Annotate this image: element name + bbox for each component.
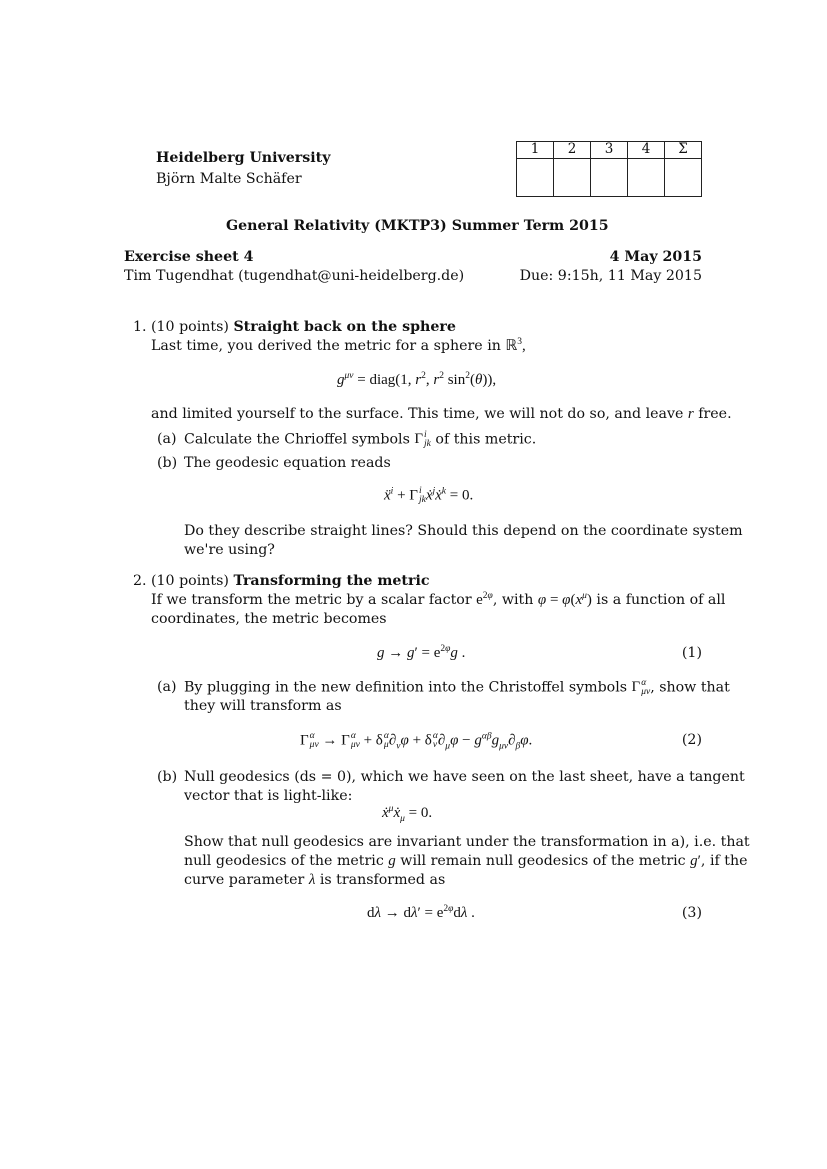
tutor-info: Tim Tugendhat (tugendhat@uni-heidelberg.de) [124,268,465,284]
problem-1b-text: The geodesic equation reads [184,455,391,471]
problem-2b-text-5: curve parameter λ is transformed as [184,872,446,888]
problem-1-heading: (10 points) Straight back on the sphere [151,319,456,335]
geodesic-equation: ẍ$^i$ + Γ i jk ẋ$^j$ẋ$^k$ = 0. [384,486,474,505]
score-cell-1 [517,159,554,197]
equation-2-number: (2) [681,732,702,748]
score-header-4: 4 [628,142,665,159]
score-header-2: 2 [554,142,591,159]
problem-1b-question: Do they describe straight lines? Should this depend on the coordinate system [184,523,743,539]
score-header-1: 1 [517,142,554,159]
problem-1-intro-2: and limited yourself to the surface. This time, we will not do so, and leave r free. [151,406,732,422]
sheet-date: 4 May 2015 [609,249,702,265]
university-name: Heidelberg University [156,150,331,166]
due-date: Due: 9:15h, 11 May 2015 [519,268,702,284]
sphere-metric-equation: $g^{\mu\nu}$ = diag(1, $r^2$, $r^2$ $\sin^2(\theta)$), [337,371,497,388]
score-header-sum: Σ [665,142,702,159]
problem-2-intro-2: coordinates, the metric becomes [151,611,387,627]
problem-1-intro: Last time, you derived the metric for a sphere in ℝ$^3$, [151,337,526,354]
problem-1a-label: (a) [157,431,177,447]
course-title: General Relativity (MKTP3) Summer Term 2015 [226,218,609,234]
problem-2b-text-3: Show that null geodesics are invariant under the transformation in a), i.e. that [184,834,750,850]
equation-1-number: (1) [681,645,702,661]
problem-2a-text: By plugging in the new definition into the Christoffel symbols Γ α μν , show that [184,678,730,697]
problem-2b-label: (b) [157,769,178,785]
score-table [516,141,702,197]
score-cell-2 [554,159,591,197]
null-vector-equation: ẋ$^\mu$ẋ$_\mu$ = 0. [382,804,433,824]
problem-2b-text: Null geodesics (ds = 0), which we have seen on the last sheet, have a tangent [184,769,745,785]
problem-1b-question-2: we're using? [184,542,275,558]
problem-2a-text-2: they will transform as [184,698,342,714]
problem-1a-text: Calculate the Chrioffel symbols Γ i jk of this metric. [184,430,537,449]
metric-transform-equation: $g \to g' = e^{2\varphi}g$ . [377,644,466,661]
problem-2-number: 2. [133,573,147,589]
problem-1b-label: (b) [157,455,178,471]
sheet-title: Exercise sheet 4 [124,249,254,265]
lecturer-name: Björn Malte Schäfer [156,171,302,187]
problem-1-number: 1. [133,319,147,335]
problem-2-heading: (10 points) Transforming the metric [151,573,430,589]
problem-2a-label: (a) [157,679,177,695]
problem-2b-text-2: vector that is light-like: [184,788,353,804]
score-cell-3 [591,159,628,197]
score-cell-4 [628,159,665,197]
equation-3-number: (3) [681,905,702,921]
problem-2-intro: If we transform the metric by a scalar factor $e^{2\varphi}$, with $\varphi = \varphi(x^\mu)$ is a function of all [151,591,726,608]
parameter-transform-equation: $d\lambda \to d\lambda' = e^{2\varphi}d\lambda$ . [367,904,475,921]
score-cell-sum [665,159,702,197]
problem-2b-text-4: null geodesics of the metric g will remain null geodesics of the metric g′, if the [184,853,748,869]
christoffel-transform-equation: Γ α μν → Γ α μν + δ α μ $\partial_\nu\varphi + \delta$ α ν $\partial_\mu\varphi - g^{\alpha\beta}g_{\mu\nu}\partial_\beta\varphi$. [300,731,533,752]
score-header-3: 3 [591,142,628,159]
